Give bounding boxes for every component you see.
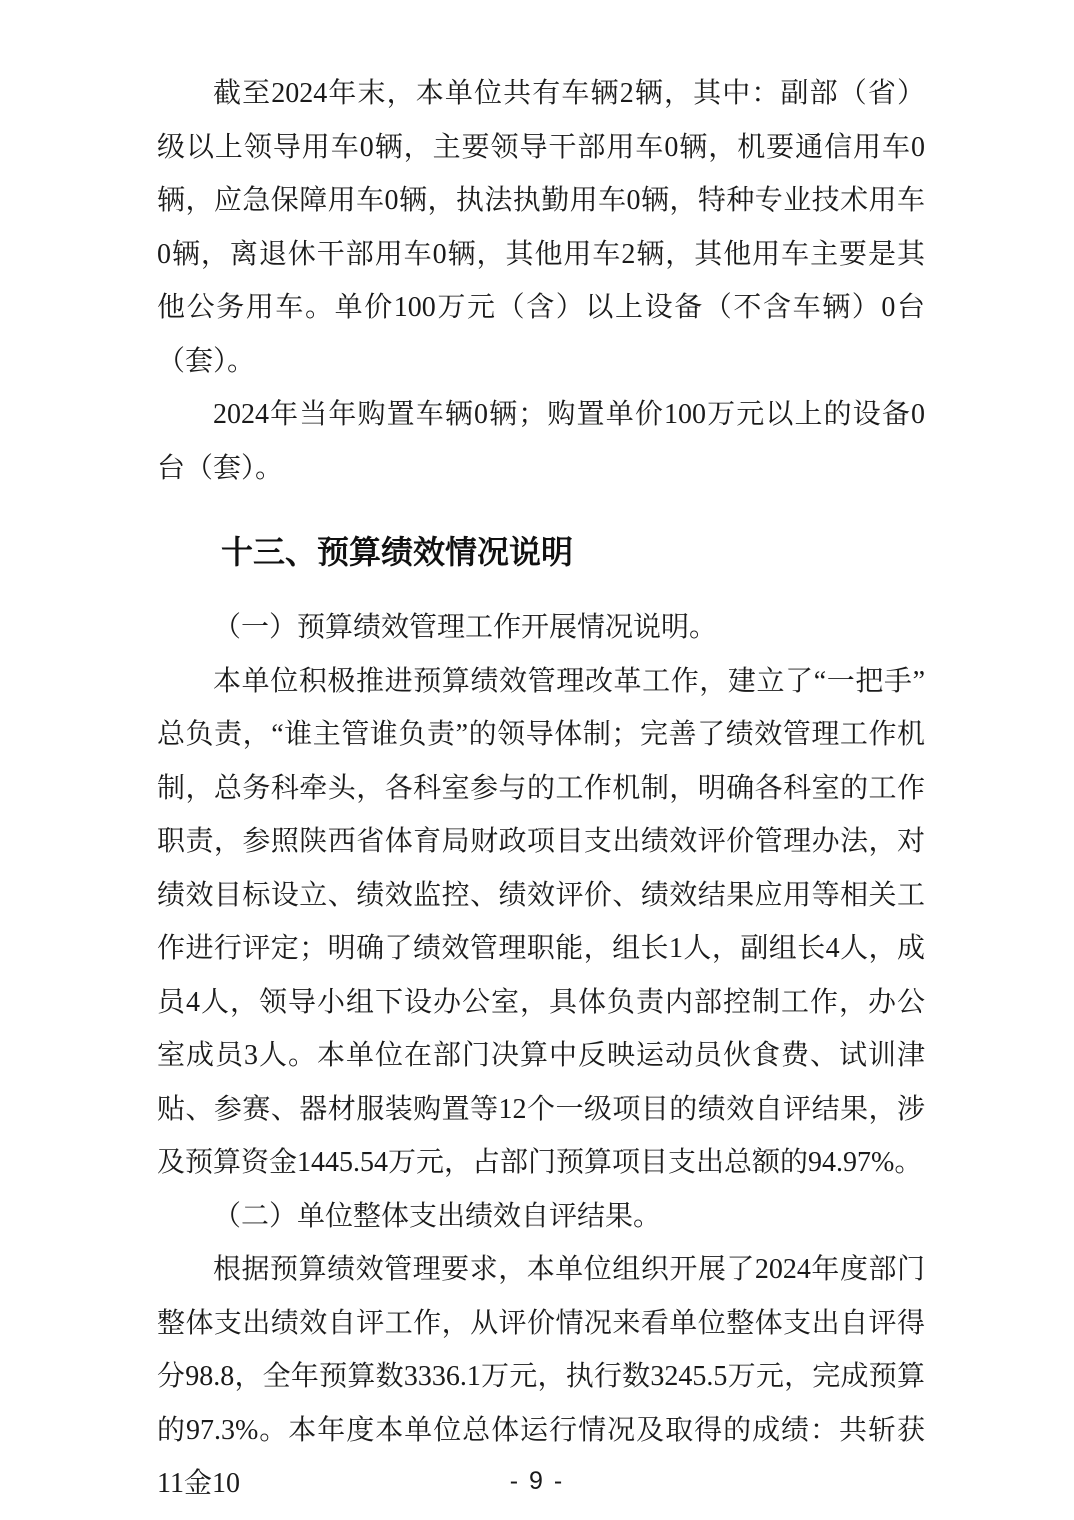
page-footer — [0, 1467, 1074, 1496]
paragraph: 根据预算绩效管理要求，本单位组织开展了2024年度部门整体支出绩效自评工作，从评价情况来看单位整体支出自评得分98.8，全年预算数3336.1万元，执行数3245.5万元，完成预算的97.3%。本年度本单位总体运行情况及取得的成绩：共斩获11金10 — [157, 1254, 925, 1499]
subsection-heading: （一）预算绩效管理工作开展情况说明。 — [213, 612, 718, 643]
paragraph: 截至2024年末，本单位共有车辆2辆，其中：副部（省）级以上领导用车0辆，主要领导干部用车0辆，机要通信用车0辆，应急保障用车0辆，执法执勤用车0辆，特种专业技术用车0辆，离退休干部用车0辆，其他用车2辆，其他用车主要是其他公务用车。单价100万元（含）以上设备（不含车辆）0台（套）。 — [157, 78, 925, 377]
page-number: - 9 - — [509, 1467, 565, 1495]
subsection-heading: （二）单位整体支出绩效自评结果。 — [213, 1200, 662, 1232]
paragraph: 2024年当年购置车辆0辆；购置单价100万元以上的设备0台（套）。 — [157, 399, 925, 484]
paragraph: 本单位积极推进预算绩效管理改革工作，建立了“一把手”总负责，“谁主管谁负责”的领导体制；完善了绩效管理工作机制，总务科牵头，各科室参与的工作机制，明确各科室的工作职责，参照陕西省体育局财政项目支出绩效评价管理办法，对绩效目标设立、绩效监控、绩效评价、绩效结果应用等相关工作进行评定；明确了绩效管理职能，组长1人，副组长4人，成员4人，领导小组下设办公室，具体负责内部控制工作，办公室成员3人。本单位在部门决算中反映运动员伙食费、试训津贴、参赛、器材服装购置等12个一级项目的绩效自评结果，涉及预算资金1445.54万元，占部门预算项目支出总额的94.97%。 — [157, 665, 925, 1178]
section-heading: 十三、预算绩效情况说明 — [221, 534, 574, 570]
document-body — [157, 67, 925, 1511]
